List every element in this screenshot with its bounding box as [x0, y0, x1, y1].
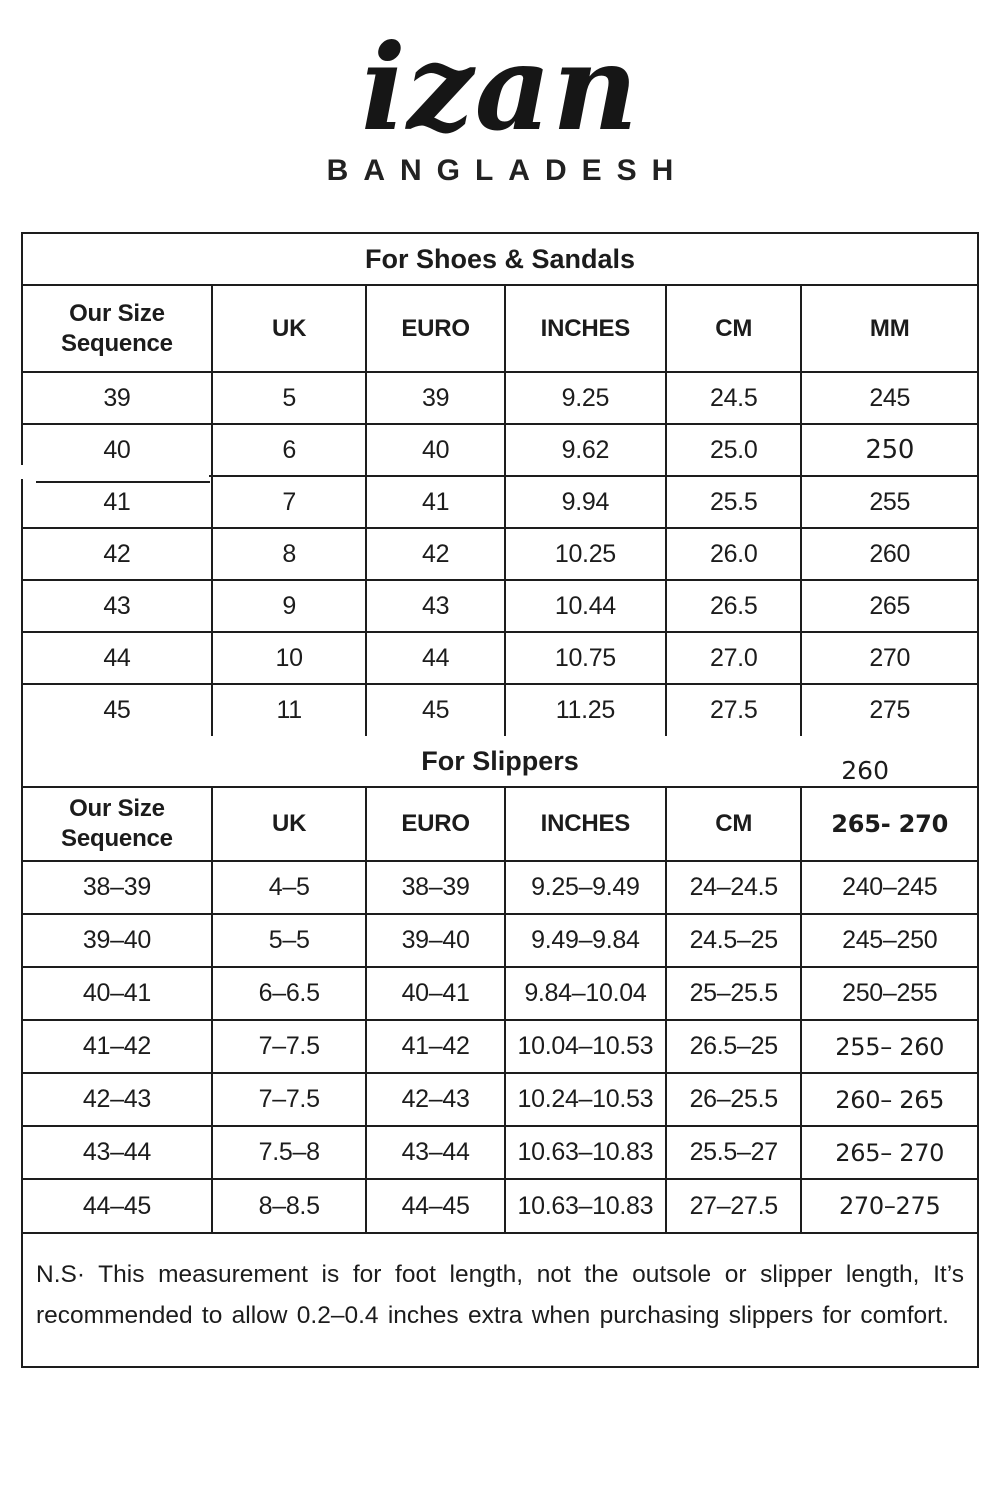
table-row: [23, 528, 977, 580]
size-cell: 26.5–25: [666, 1020, 801, 1073]
size-cell: 25.0: [666, 424, 801, 476]
brand-logo: [0, 0, 1000, 232]
size-cell: 265: [801, 580, 977, 632]
size-cell: 42: [23, 528, 212, 580]
size-cell: 42–43: [366, 1073, 504, 1126]
size-cell: 27.5: [666, 684, 801, 736]
size-chart-box: [21, 232, 979, 1368]
size-cell: 38–39: [366, 861, 504, 914]
size-cell: 41–42: [23, 1020, 212, 1073]
size-cell: 7–7.5: [212, 1020, 367, 1073]
size-cell: 9.84–10.04: [505, 967, 666, 1020]
size-cell: 9.25–9.49: [505, 861, 666, 914]
footnote-line-2: recommended to allow 0.2–0.4 inches extra when purchasing slippers for comfort.: [36, 1302, 949, 1329]
size-cell: 10: [212, 632, 367, 684]
size-cell: 44: [23, 632, 212, 684]
size-cell: 39–40: [366, 914, 504, 967]
size-cell: 40–41: [366, 967, 504, 1020]
brand-name: izan: [360, 18, 640, 157]
size-cell: 10.44: [505, 580, 666, 632]
size-cell: 39: [23, 372, 212, 424]
table-row: [23, 580, 977, 632]
left-border-gap-artifact: [21, 465, 23, 479]
size-cell: 43–44: [23, 1126, 212, 1179]
size-cell: 26.0: [666, 528, 801, 580]
table-row: [23, 1020, 977, 1073]
column-header-cm: CM: [666, 788, 801, 861]
size-cell: 9.62: [505, 424, 666, 476]
size-cell: 43: [23, 580, 212, 632]
size-cell: 24.5–25: [666, 914, 801, 967]
shoes-header-row: [23, 286, 977, 372]
size-cell: 26–25.5: [666, 1073, 801, 1126]
size-cell: 43–44: [366, 1126, 504, 1179]
size-cell-edited: 270–275: [801, 1179, 977, 1232]
size-cell: 40: [23, 424, 212, 476]
column-header-euro: EURO: [366, 788, 504, 861]
size-cell: 7–7.5: [212, 1073, 367, 1126]
column-header-our-size: Our Size Sequence: [23, 788, 212, 861]
size-cell: 10.04–10.53: [505, 1020, 666, 1073]
size-cell: 40–41: [23, 967, 212, 1020]
size-cell: 255: [801, 476, 977, 528]
size-cell: 6: [212, 424, 367, 476]
size-cell: 7.5–8: [212, 1126, 367, 1179]
slippers-table-title-row: [23, 736, 977, 788]
size-cell: 9.49–9.84: [505, 914, 666, 967]
column-header-inches: INCHES: [505, 286, 666, 372]
table-row: [23, 914, 977, 967]
size-cell: 8–8.5: [212, 1179, 367, 1232]
size-cell: 26.5: [666, 580, 801, 632]
size-cell: 27.0: [666, 632, 801, 684]
size-cell: 260: [801, 528, 977, 580]
size-cell: 41: [23, 476, 212, 528]
size-cell: 41–42: [366, 1020, 504, 1073]
size-cell: 9.94: [505, 476, 666, 528]
column-header-mm-edited: 265- 270: [801, 788, 977, 861]
size-cell: 9: [212, 580, 367, 632]
table-row: [23, 476, 977, 528]
column-header-mm: MM: [801, 286, 977, 372]
size-cell: 42–43: [23, 1073, 212, 1126]
size-cell: 45: [23, 684, 212, 736]
size-cell: 11.25: [505, 684, 666, 736]
table-row: [23, 1073, 977, 1126]
size-cell: 25.5–27: [666, 1126, 801, 1179]
size-cell-edited: 260– 265: [801, 1073, 977, 1126]
column-header-cm: CM: [666, 286, 801, 372]
border-gap-artifact: [23, 474, 209, 480]
size-cell: 245: [801, 372, 977, 424]
size-cell: 39–40: [23, 914, 212, 967]
table-row: [23, 684, 977, 736]
table-row: [23, 372, 977, 424]
size-cell: 25.5: [666, 476, 801, 528]
size-cell: 25–25.5: [666, 967, 801, 1020]
size-cell: 10.25: [505, 528, 666, 580]
size-cell: 5: [212, 372, 367, 424]
size-cell: 240–245: [801, 861, 977, 914]
column-header-our-size: Our Size Sequence: [23, 286, 212, 372]
size-cell-edited: 265– 270: [801, 1126, 977, 1179]
size-cell: 27–27.5: [666, 1179, 801, 1232]
table-row: [23, 424, 977, 476]
size-cell: 4–5: [212, 861, 367, 914]
brand-subtitle: BANGLADESH: [326, 153, 689, 187]
size-cell-edited: 255– 260: [801, 1020, 977, 1073]
column-header-inches: INCHES: [505, 788, 666, 861]
size-cell: 11: [212, 684, 367, 736]
size-cell-edited: 250: [801, 424, 977, 476]
size-cell: 6–6.5: [212, 967, 367, 1020]
size-cell: 10.24–10.53: [505, 1073, 666, 1126]
slippers-size-table: [23, 788, 977, 1232]
size-cell: 270: [801, 632, 977, 684]
size-cell: 7: [212, 476, 367, 528]
size-cell: 8: [212, 528, 367, 580]
size-cell: 10.75: [505, 632, 666, 684]
size-cell: 44–45: [23, 1179, 212, 1232]
size-cell: 45: [366, 684, 504, 736]
slippers-header-row: [23, 788, 977, 861]
size-cell: 44–45: [366, 1179, 504, 1232]
size-cell: 24.5: [666, 372, 801, 424]
size-cell: 10.63–10.83: [505, 1179, 666, 1232]
stray-annotation-260: 260: [841, 756, 889, 785]
shifted-border-artifact: [36, 481, 210, 483]
footnote-line-1: N.S· This measurement is for foot length, not the outsole or slipper length, It’s: [36, 1261, 964, 1288]
size-cell: 24–24.5: [666, 861, 801, 914]
footnote: [23, 1232, 977, 1366]
size-cell: 9.25: [505, 372, 666, 424]
size-cell: 40: [366, 424, 504, 476]
size-cell: 10.63–10.83: [505, 1126, 666, 1179]
shoes-table-title: For Shoes & Sandals: [23, 234, 977, 286]
size-cell: 43: [366, 580, 504, 632]
table-row: [23, 861, 977, 914]
size-cell: 245–250: [801, 914, 977, 967]
column-header-uk: UK: [212, 286, 367, 372]
size-cell: 41: [366, 476, 504, 528]
shoes-size-table: [23, 286, 977, 736]
size-cell: 39: [366, 372, 504, 424]
column-header-euro: EURO: [366, 286, 504, 372]
table-row: [23, 1179, 977, 1232]
size-cell: 275: [801, 684, 977, 736]
size-cell: 42: [366, 528, 504, 580]
table-row: [23, 967, 977, 1020]
table-row: [23, 1126, 977, 1179]
table-row: [23, 632, 977, 684]
size-cell: 38–39: [23, 861, 212, 914]
size-cell: 5–5: [212, 914, 367, 967]
size-cell: 250–255: [801, 967, 977, 1020]
size-cell: 44: [366, 632, 504, 684]
column-header-uk: UK: [212, 788, 367, 861]
slippers-table-title: For Slippers: [421, 745, 579, 776]
